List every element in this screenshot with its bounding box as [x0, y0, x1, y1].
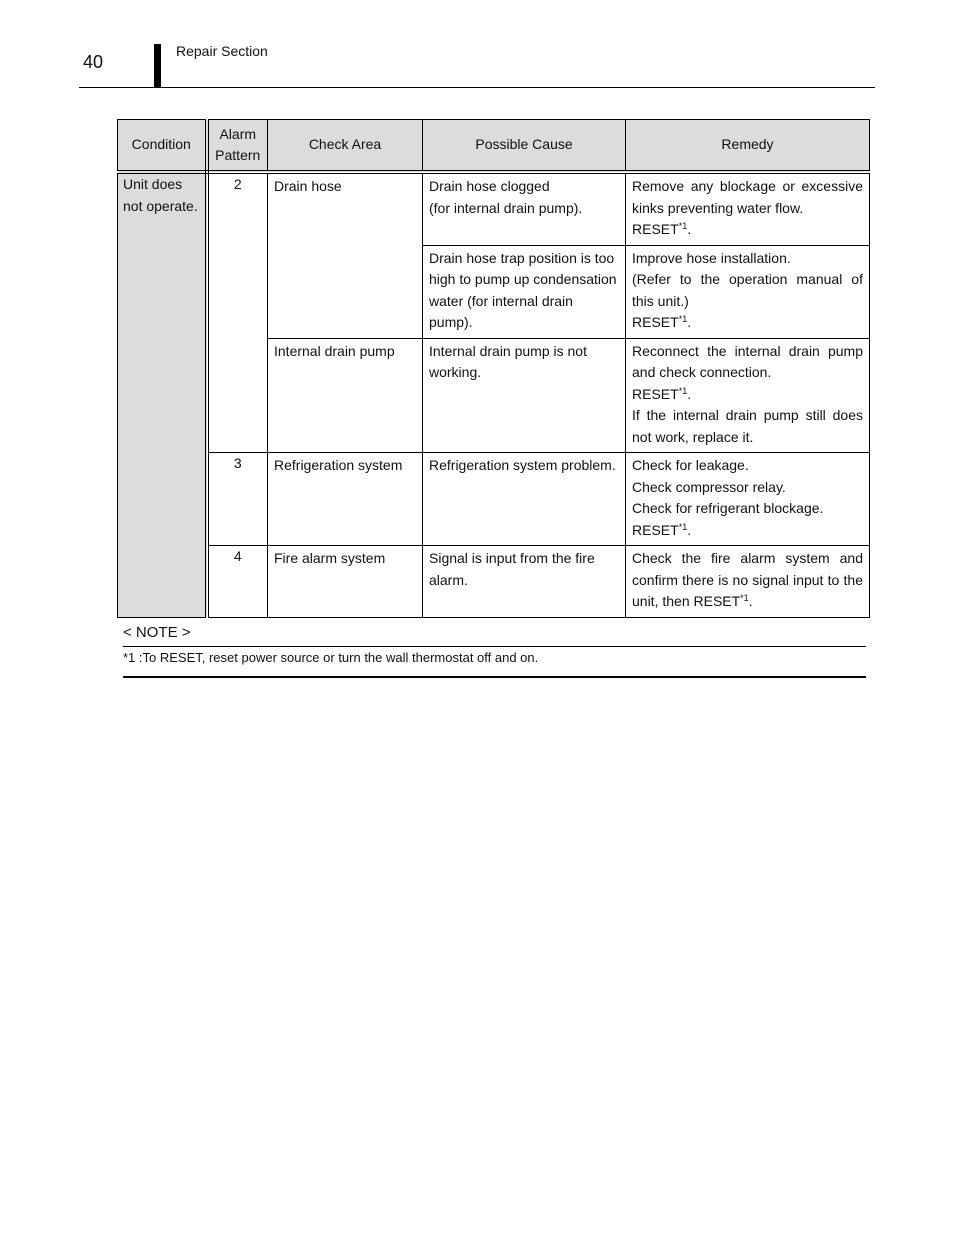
section-title: Repair Section: [176, 43, 268, 59]
column-header-check-area: Check Area: [268, 120, 423, 173]
check-area-cell: Internal drain pump: [268, 338, 423, 453]
page-number: 40: [83, 52, 104, 72]
footnote-ref: *1: [678, 385, 688, 396]
condition-line1: Unit does: [123, 176, 183, 192]
possible-cause-cell: [423, 245, 626, 338]
cause-line: Drain hose trap position is too high to pump up condensation water (for internal drain pump).: [429, 249, 617, 330]
cause-line: Drain hose clogged: [429, 178, 550, 194]
remedy-reset-line: [632, 548, 863, 613]
column-header-remedy: Remedy: [626, 120, 870, 173]
column-header-possible-cause: Possible Cause: [423, 120, 626, 173]
remedy-reset-line: [632, 520, 863, 542]
footnote-ref: *1: [678, 314, 688, 324]
remedy-cell: [626, 546, 870, 618]
remedy-reset-line: [632, 312, 863, 334]
remedy-line: Check for leakage.: [632, 457, 749, 473]
condition-cell: [118, 172, 207, 617]
footnote-ref: *1: [740, 593, 749, 603]
remedy-reset-line: [632, 384, 863, 406]
remedy-cell: [626, 338, 870, 453]
cause-line: Internal drain pump is not working.: [429, 342, 587, 380]
possible-cause-cell: [423, 453, 626, 546]
check-area-cell: Refrigeration system: [268, 453, 423, 546]
remedy-line: Reconnect the internal drain pump and check connection.: [632, 342, 863, 380]
table-row: [118, 172, 870, 245]
remedy-line: Improve hose installation.: [632, 249, 791, 266]
remedy-line: If the internal drain pump still does not work, replace it.: [632, 407, 863, 445]
check-area-cell: Drain hose: [268, 172, 423, 338]
remedy-reset-line: [632, 219, 863, 241]
remedy-cell: [626, 245, 870, 338]
remedy-line: Check for refrigerant blockage.: [632, 500, 824, 516]
remedy-cell: [626, 453, 870, 546]
remedy-line: Check compressor relay.: [632, 478, 786, 495]
column-header-alarm-pattern-line1: Alarm: [219, 125, 257, 142]
header-bar: [154, 44, 161, 88]
possible-cause-cell: [423, 546, 626, 618]
note-footnote: *1 :To RESET, reset power source or turn the wall thermostat off and on.: [123, 650, 539, 665]
punctuation: .: [687, 314, 692, 330]
table-row: [118, 546, 870, 618]
note-title: < NOTE >: [123, 624, 191, 641]
cause-line: (for internal drain pump).: [429, 199, 583, 216]
alarm-pattern-cell: 4: [207, 546, 268, 618]
cause-line: Refrigeration system problem.: [429, 457, 616, 473]
possible-cause-cell: [423, 338, 626, 453]
reset-text: RESET: [632, 521, 679, 538]
column-header-alarm-pattern: [207, 120, 268, 173]
footnote-ref: *1: [678, 521, 688, 532]
note-rule-top: [123, 646, 866, 647]
condition-line2: not operate.: [123, 197, 198, 214]
column-header-alarm-pattern-line2: Pattern: [215, 147, 261, 163]
reset-text: RESET: [632, 314, 679, 330]
reset-text: RESET: [632, 385, 679, 402]
possible-cause-cell: [423, 172, 626, 245]
punctuation: .: [748, 593, 753, 609]
remedy-line: (Refer to the operation manual of this unit.): [632, 271, 863, 309]
header-rule: [79, 87, 875, 88]
table-row: [118, 453, 870, 546]
footnote-ref: *1: [678, 221, 688, 231]
remedy-cell: [626, 172, 870, 245]
check-area-cell: Fire alarm system: [268, 546, 423, 618]
table-header-row: [118, 120, 870, 173]
column-header-condition: Condition: [118, 120, 207, 173]
troubleshooting-table: [117, 119, 870, 618]
alarm-pattern-cell: 3: [207, 453, 268, 546]
punctuation: .: [687, 521, 692, 538]
remedy-line: Remove any blockage or excessive kinks preventing water flow.: [632, 178, 863, 216]
punctuation: .: [687, 385, 692, 402]
alarm-pattern-cell: 2: [207, 172, 268, 453]
punctuation: .: [687, 221, 692, 237]
remedy-text: Check the fire alarm system and confirm there is no signal input to the unit, then RESET: [632, 550, 863, 609]
cause-line: Signal is input from the fire alarm.: [429, 550, 595, 588]
note-rule-bottom: [123, 676, 866, 678]
reset-text: RESET: [632, 221, 679, 237]
